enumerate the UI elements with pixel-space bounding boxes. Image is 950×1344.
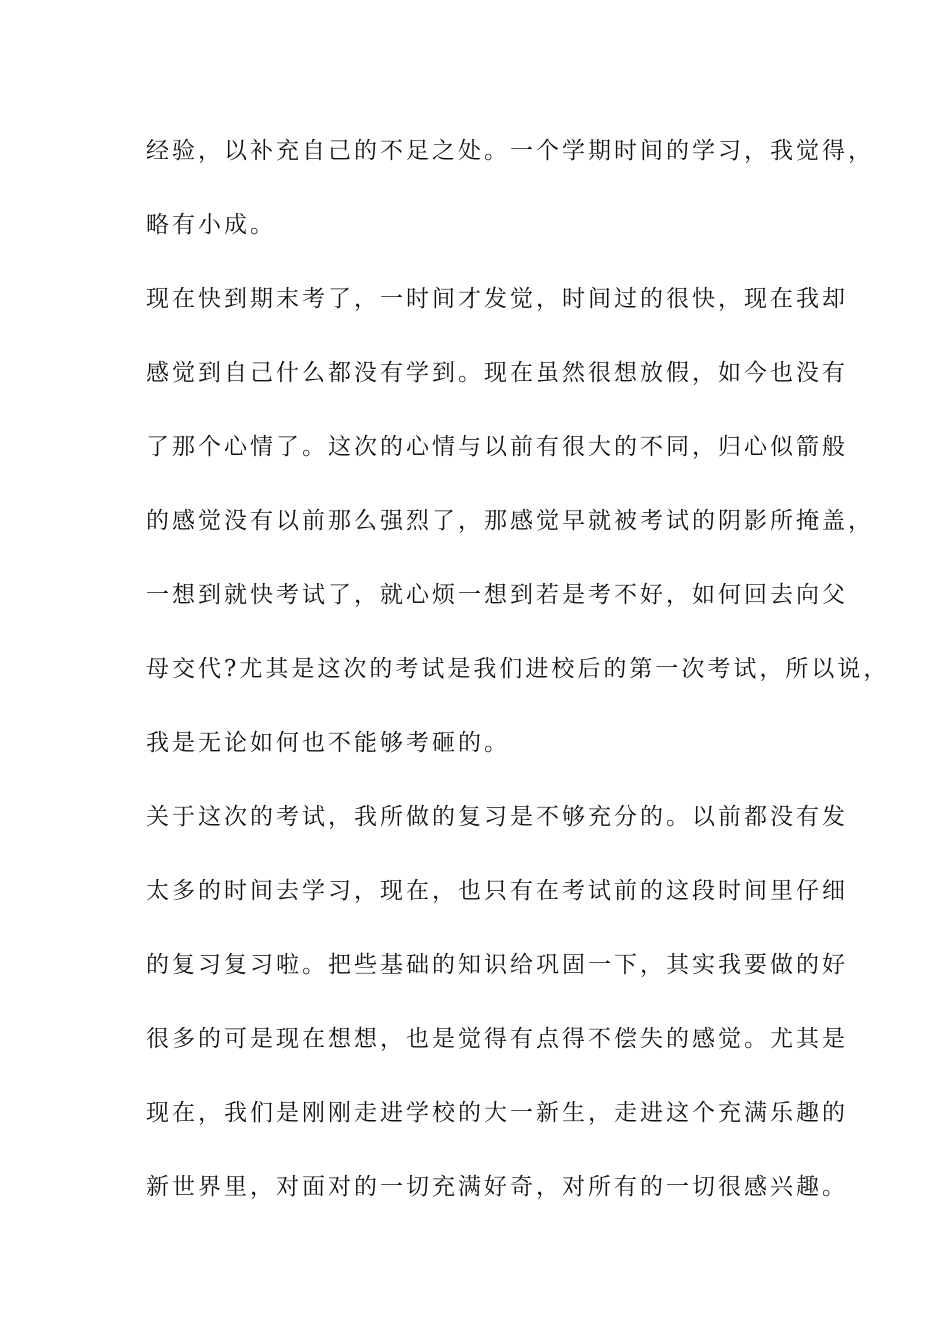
text-line: 母交代?尤其是这次的考试是我们进校后的第一次考试，所以说， xyxy=(146,656,890,682)
text-line: 很多的可是现在想想，也是觉得有点得不偿失的感觉。尤其是 xyxy=(146,1026,848,1052)
text-line: 经验，以补充自己的不足之处。一个学期时间的学习，我觉得， xyxy=(146,138,874,164)
text-line: 的复习复习啦。把些基础的知识给巩固一下，其实我要做的好 xyxy=(146,952,848,978)
text-line: 现在快到期末考了，一时间才发觉，时间过的很快，现在我却 xyxy=(146,286,848,312)
text-line: 了那个心情了。这次的心情与以前有很大的不同，归心似箭般 xyxy=(146,434,848,460)
text-line: 我是无论如何也不能够考砸的。 xyxy=(146,730,510,756)
text-line: 感觉到自己什么都没有学到。现在虽然很想放假，如今也没有 xyxy=(146,360,848,386)
text-line: 一想到就快考试了，就心烦一想到若是考不好，如何回去向父 xyxy=(146,582,848,608)
body-text xyxy=(146,128,890,1238)
text-line: 关于这次的考试，我所做的复习是不够充分的。以前都没有发 xyxy=(146,804,848,830)
text-line: 现在，我们是刚刚走进学校的大一新生，走进这个充满乐趣的 xyxy=(146,1100,848,1126)
text-line: 新世界里，对面对的一切充满好奇，对所有的一切很感兴趣。 xyxy=(146,1174,848,1200)
text-line: 太多的时间去学习，现在，也只有在考试前的这段时间里仔细 xyxy=(146,878,848,904)
text-line: 略有小成。 xyxy=(146,212,276,238)
text-line: 的感觉没有以前那么强烈了，那感觉早就被考试的阴影所掩盖， xyxy=(146,508,874,534)
